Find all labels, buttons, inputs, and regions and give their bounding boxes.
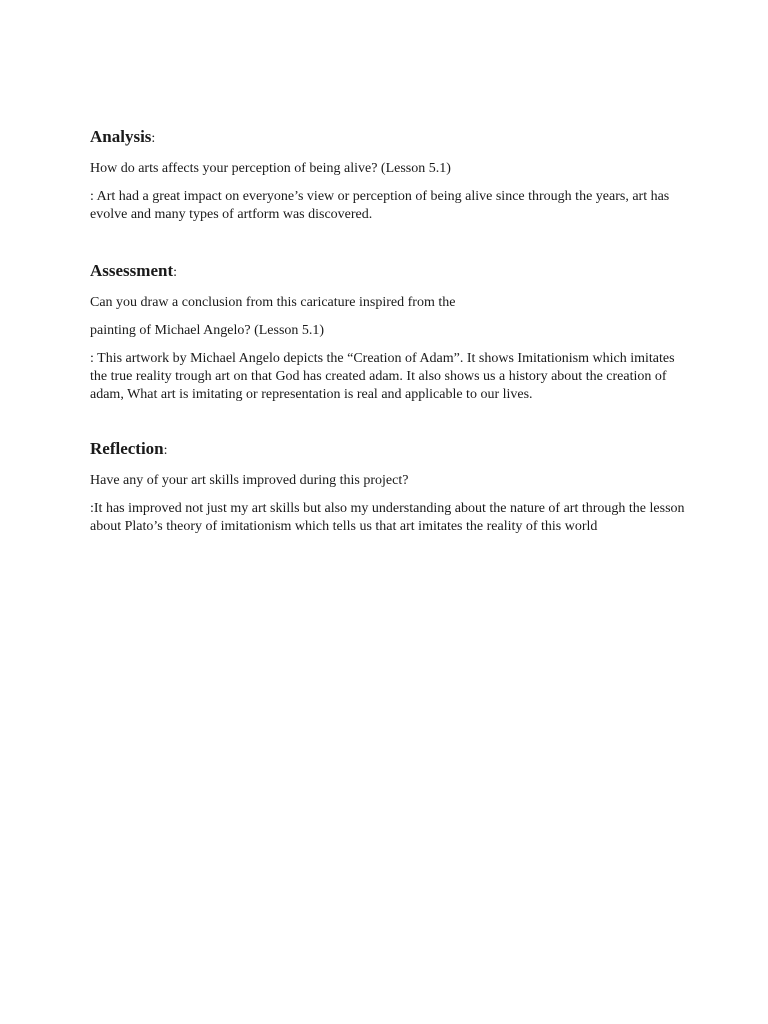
assessment-heading [90, 260, 690, 284]
reflection-heading [90, 438, 690, 462]
reflection-heading-colon: : [163, 443, 168, 458]
assessment-heading-text: Assessment [90, 261, 174, 280]
document-page [90, 126, 690, 546]
analysis-answer: : Art had a great impact on everyone’s view or perception of being alive since through the years, art has evolve and many types of artform was discovered. [90, 189, 670, 222]
analysis-heading [90, 126, 690, 150]
reflection-answer: :It has improved not just my art skills but also my understanding about the nature of art through the lesson about Plato’s theory of imitationism which tells us that art imitates the reality of this world [90, 501, 685, 534]
reflection-question: Have any of your art skills improved during this project? [90, 473, 409, 488]
assessment-answer: : This artwork by Michael Angelo depicts the “Creation of Adam”. It shows Imitationism which imitates the true reality trough art on that God has created adam. It also shows us a history about the creation of adam, What art is imitating or representation is real and applicable to our lives. [90, 351, 675, 402]
assessment-section [90, 260, 690, 404]
assessment-heading-colon: : [173, 265, 177, 280]
assessment-question-line1: Can you draw a conclusion from this caricature inspired from the [90, 295, 456, 310]
reflection-heading-text: Reflection [90, 439, 164, 458]
analysis-section [90, 126, 690, 224]
reflection-section [90, 438, 690, 536]
analysis-question: How do arts affects your perception of being alive? (Lesson 5.1) [90, 161, 451, 176]
analysis-heading-text: Analysis [90, 127, 152, 146]
assessment-question-line2: painting of Michael Angelo? (Lesson 5.1) [90, 323, 325, 338]
analysis-heading-colon: : [151, 131, 156, 146]
